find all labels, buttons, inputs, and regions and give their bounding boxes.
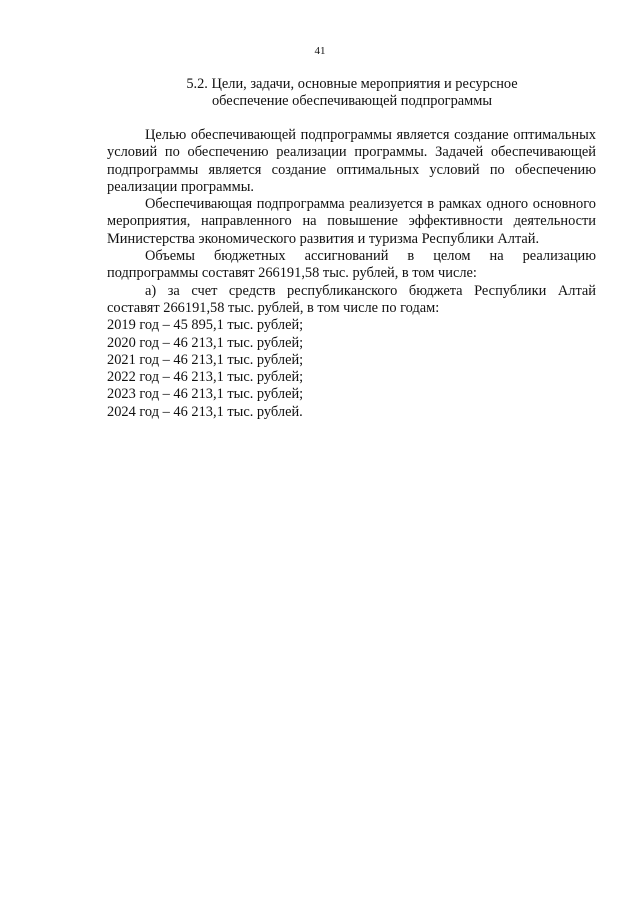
heading-line-1: 5.2. Цели, задачи, основные мероприятия и ресурсное	[186, 76, 518, 92]
budget-year-item: 2021 год – 46 213,1 тыс. рублей;	[107, 351, 304, 368]
budget-year-list	[107, 317, 596, 421]
page-number: 41	[314, 45, 326, 57]
body-text	[107, 127, 596, 421]
paragraph-budget-total: Объемы бюджетных ассигнований в целом на реализацию подпрограммы составят 266191,58 тыс. рублей, в том числе:	[107, 248, 596, 282]
budget-year-item: 2019 год – 45 895,1 тыс. рублей;	[107, 317, 304, 334]
section-heading	[107, 76, 597, 110]
paragraph-main-activity: Обеспечивающая подпрограмма реализуется в рамках одного основного мероприятия, направленного на повышение эффективности деятельности Министерства экономического развития и туризма Республики Алтай.	[107, 196, 596, 247]
budget-year-item: 2023 год – 46 213,1 тыс. рублей;	[107, 386, 304, 403]
budget-year-item: 2020 год – 46 213,1 тыс. рублей;	[107, 334, 304, 351]
paragraph-budget-republic: а) за счет средств республиканского бюджета Республики Алтай составят 266191,58 тыс. рублей, в том числе по годам:	[107, 282, 596, 316]
budget-year-item: 2024 год – 46 213,1 тыс. рублей.	[107, 403, 303, 420]
heading-line-2: обеспечение обеспечивающей подпрограммы	[211, 93, 493, 109]
paragraph-goal: Целью обеспечивающей подпрограммы является создание оптимальных условий по обеспечению реализации программы. Задачей обеспечивающей подпрограммы является создание оптимальных условий по обеспечению реализации программы.	[107, 127, 596, 195]
budget-year-item: 2022 год – 46 213,1 тыс. рублей;	[107, 369, 304, 386]
